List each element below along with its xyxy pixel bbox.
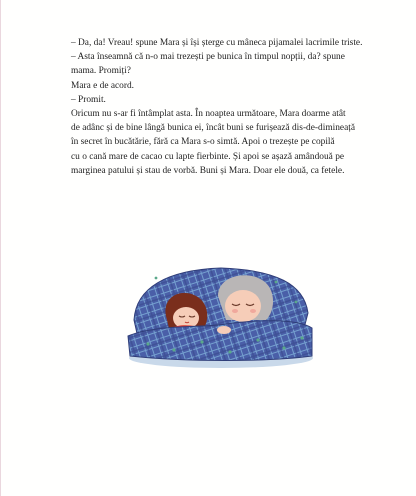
story-line: – Promit. (71, 94, 106, 105)
story-line: cu o cană mare de cacao cu lapte fierbinte. Și apoi se așază amândouă pe (71, 151, 345, 162)
story-line: marginea patului și stau de vorbă. Buni și Mara. Doar ele două, ca fetele. (71, 165, 345, 176)
story-line: Oricum nu s-ar fi întâmplat asta. În noaptea următoare, Mara doarme atât (71, 109, 346, 120)
story-line: în secret în bucătărie, fără ca Mara s-o simtă. Apoi o trezește pe copilă (71, 137, 335, 148)
story-line: – Asta înseamnă că n-o mai trezești pe bunica în timpul nopții, da? spune (71, 52, 345, 63)
bed-scene-drawing (126, 258, 316, 370)
grandmother-hand (217, 326, 231, 334)
story-line: mama. Promiți? (71, 66, 131, 77)
story-line: Mara e de acord. (71, 80, 134, 91)
story-text (71, 36, 401, 178)
grandmother-face (225, 290, 261, 322)
story-line: – Da, da! Vreau! spune Mara și își șterge cu mâneca pijamalei lacrimile triste. (71, 38, 363, 48)
story-line: de adânc și de bine lângă bunica ei, încât buni se furișează dis-de-dimineață (71, 123, 355, 134)
sleeping-illustration (126, 258, 316, 370)
